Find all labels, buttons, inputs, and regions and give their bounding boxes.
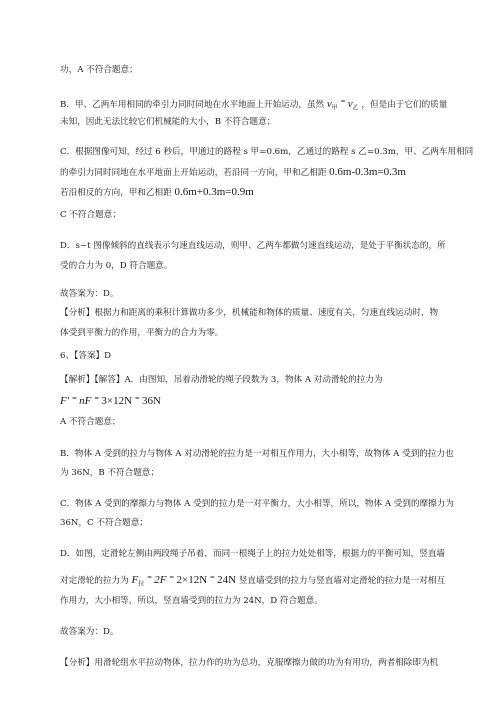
formula-line: F′ = nF = 3×12N = 36N [60,394,161,407]
text-line: 为 36N，B 不符合题意； [60,468,159,478]
text-line: B．甲、乙两车用相同的牵引力同时同地在水平地面上开始运动，虽然 $v_甲$ = $v_乙$ ，但是由于它们的质量 [60,97,448,112]
text-line: A 不符合题意； [60,417,121,427]
text-line: 【分析】用滑轮组水平拉动物体，拉力作的功为总功，克服摩擦力做的功为有用功，两者相除即为机 [60,658,439,668]
text-line: 故答案为：D。 [60,289,119,299]
distance-equation: 0.6m+0.3m=0.9m [174,186,254,198]
delta-equals: = [169,574,174,581]
delta-equals: = [209,574,215,581]
text-line: 【分析】根据力和距离的乘积计算做功多少，机械能和物体的质量、速度有关，匀速直线运动时，物 [60,308,439,318]
delta-equals: = [71,395,77,402]
text-line: C 不符合题意； [60,210,121,220]
text-line: 【解析】【解答】A．由图知，吊着动滑轮的绳子段数为 3，物体 A 对动滑轮的拉力为 [60,375,383,385]
delta-equals: = [94,395,99,402]
text-line: 未知，因此无法比较它们机械能的大小，B 不符合题意； [60,117,276,127]
text-line: 功，A 不符合题意； [60,65,138,75]
distance-equation: 0.6m-0.3m=0.3m [329,166,406,178]
text-line: 若沿相反的方向，甲和乙相距 0.6m+0.3m=0.9m [60,186,254,198]
formula-line: 对定滑轮的拉力为 $F_拉$ = 2F = 2×12N = 24N 竖直墙受到的拉力与竖直墙对定滑轮的拉力是一对相互 [60,573,446,588]
text-line: 受的合力为 0，D 符合题意。 [60,261,173,271]
delta-equals: = [146,574,152,581]
text-line: 36N，C 不符合题意； [60,518,148,528]
text-line: C．根据图像可知，经过 6 秒后，甲通过的路程 s 甲=0.6m，乙通过的路程 s 乙=0.3m，甲、乙两车用相同 [60,147,474,157]
delta-equals: = [134,395,140,402]
text-line: 体受到平衡力的作用，平衡力的合力为零。 [60,328,224,338]
v-yi: v [347,97,353,110]
text-line: 的牵引力同时同地在水平地面上开始运动，若沿同一方向，甲和乙相距 0.6m-0.3m=0.3m [60,166,406,178]
delta-equals: = [340,98,346,105]
text-line: B．物体 A 受到的拉力与物体 A 对动滑轮的拉力是一对相互作用力，大小相等，故物体 A 受到的拉力也 [60,449,454,459]
text-line: C．物体 A 受到的摩擦力与物体 A 受到的拉力是一对平衡力，大小相等，所以，物体 A 受到的摩擦力为 [60,499,454,509]
text-line: D．如图，定滑轮左侧由两段绳子吊着，而同一根绳子上的拉力处处相等，根据力的平衡可知，竖直墙 [60,549,446,559]
text-line: 故答案为：D。 [60,627,119,637]
v-jia: v [326,97,332,110]
text-line: 6、【答案】D [60,351,112,361]
text-line: D．s−t 图像倾斜的直线表示匀速直线运动，则甲、乙两车都做匀速直线运动，是处于平衡状态的，所 [60,241,446,251]
text-line: 作用力，大小相等，所以，竖直墙受到的拉力为 24N，D 符合题意。 [60,596,323,606]
